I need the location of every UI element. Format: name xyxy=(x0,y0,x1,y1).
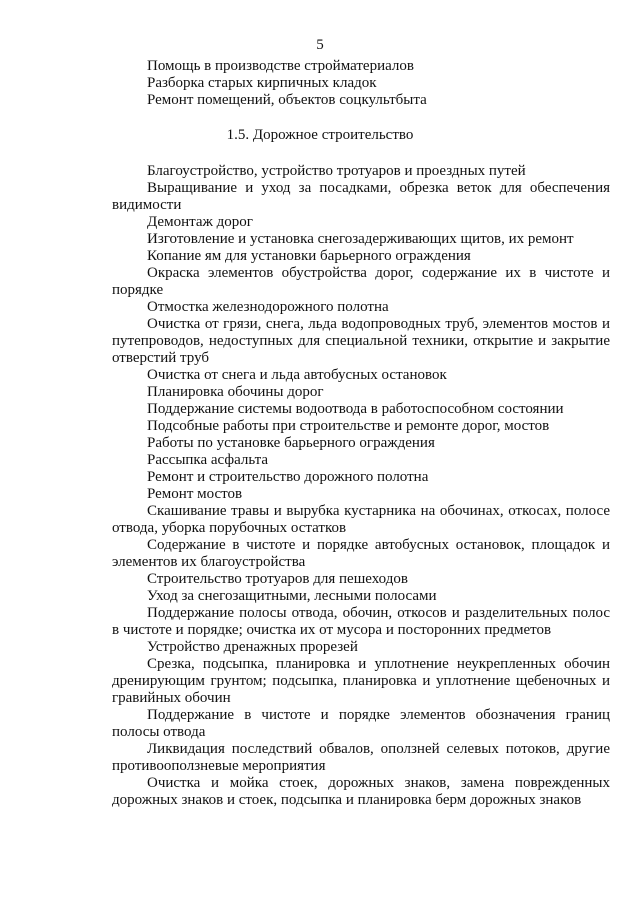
list-item: Строительство тротуаров для пешеходов xyxy=(147,571,408,587)
list-item: Работы по установке барьерного ограждения xyxy=(147,435,435,451)
list-item: Отмостка железнодорожного полотна xyxy=(147,299,389,315)
list-item: Помощь в производстве стройматериалов xyxy=(147,58,414,74)
list-item: Скашивание травы и вырубка кустарника на обочинах, откосах, полосе отвода, уборка порубочных остатков xyxy=(112,503,610,536)
list-item: Рассыпка асфальта xyxy=(147,452,269,468)
list-item: Копание ям для установки барьерного ограждения xyxy=(147,248,471,264)
list-item: Ремонт помещений, объектов соцкультбыта xyxy=(147,92,427,108)
list-item: Изготовление и установка снегозадерживающих щитов, их ремонт xyxy=(147,231,574,247)
list-item: Разборка старых кирпичных кладок xyxy=(147,75,377,91)
page-number: 5 xyxy=(316,37,324,53)
list-item: Содержание в чистоте и порядке автобусных остановок, площадок и элементов их благоустройства xyxy=(112,537,610,570)
list-item: Устройство дренажных прорезей xyxy=(147,639,358,655)
list-item: Выращивание и уход за посадками, обрезка веток для обеспечения видимости xyxy=(112,180,610,213)
list-item: Поддержание системы водоотвода в работоспособном состоянии xyxy=(147,401,564,417)
list-item: Поддержание в чистоте и порядке элементов обозначения границ полосы отвода xyxy=(112,707,610,740)
list-item: Поддержание полосы отвода, обочин, откосов и разделительных полос в чистоте и порядке; очистка их от мусора и посторонних предметов xyxy=(112,605,610,638)
list-item: Очистка от снега и льда автобусных остановок xyxy=(147,367,447,383)
list-item: Ликвидация последствий обвалов, оползней селевых потоков, другие противооползневые мероприятия xyxy=(112,741,610,774)
section-list xyxy=(112,163,610,809)
section-title: 1.5. Дорожное строительство xyxy=(226,127,414,143)
list-item: Очистка и мойка стоек, дорожных знаков, замена поврежденных дорожных знаков и стоек, подсыпка и планировка берм дорожных знаков xyxy=(112,775,610,808)
list-item: Планировка обочины дорог xyxy=(147,384,324,400)
list-item: Уход за снегозащитными, лесными полосами xyxy=(147,588,437,604)
list-item: Ремонт мостов xyxy=(147,486,243,502)
continued-list xyxy=(147,58,607,109)
list-item: Срезка, подсыпка, планировка и уплотнение неукрепленных обочин дренирующим грунтом; подсыпка, планировка и уплотнение щебеночных и гравийных обочин xyxy=(112,656,610,706)
list-item: Подсобные работы при строительстве и ремонте дорог, мостов xyxy=(147,418,550,434)
list-item: Демонтаж дорог xyxy=(147,214,253,230)
list-item: Окраска элементов обустройства дорог, содержание их в чистоте и порядке xyxy=(112,265,610,298)
list-item: Благоустройство, устройство тротуаров и проездных путей xyxy=(147,163,526,179)
list-item: Ремонт и строительство дорожного полотна xyxy=(147,469,429,485)
list-item: Очистка от грязи, снега, льда водопроводных труб, элементов мостов и путепроводов, недоступных для специальной техники, открытие и закрытие отверстий труб xyxy=(112,316,610,366)
